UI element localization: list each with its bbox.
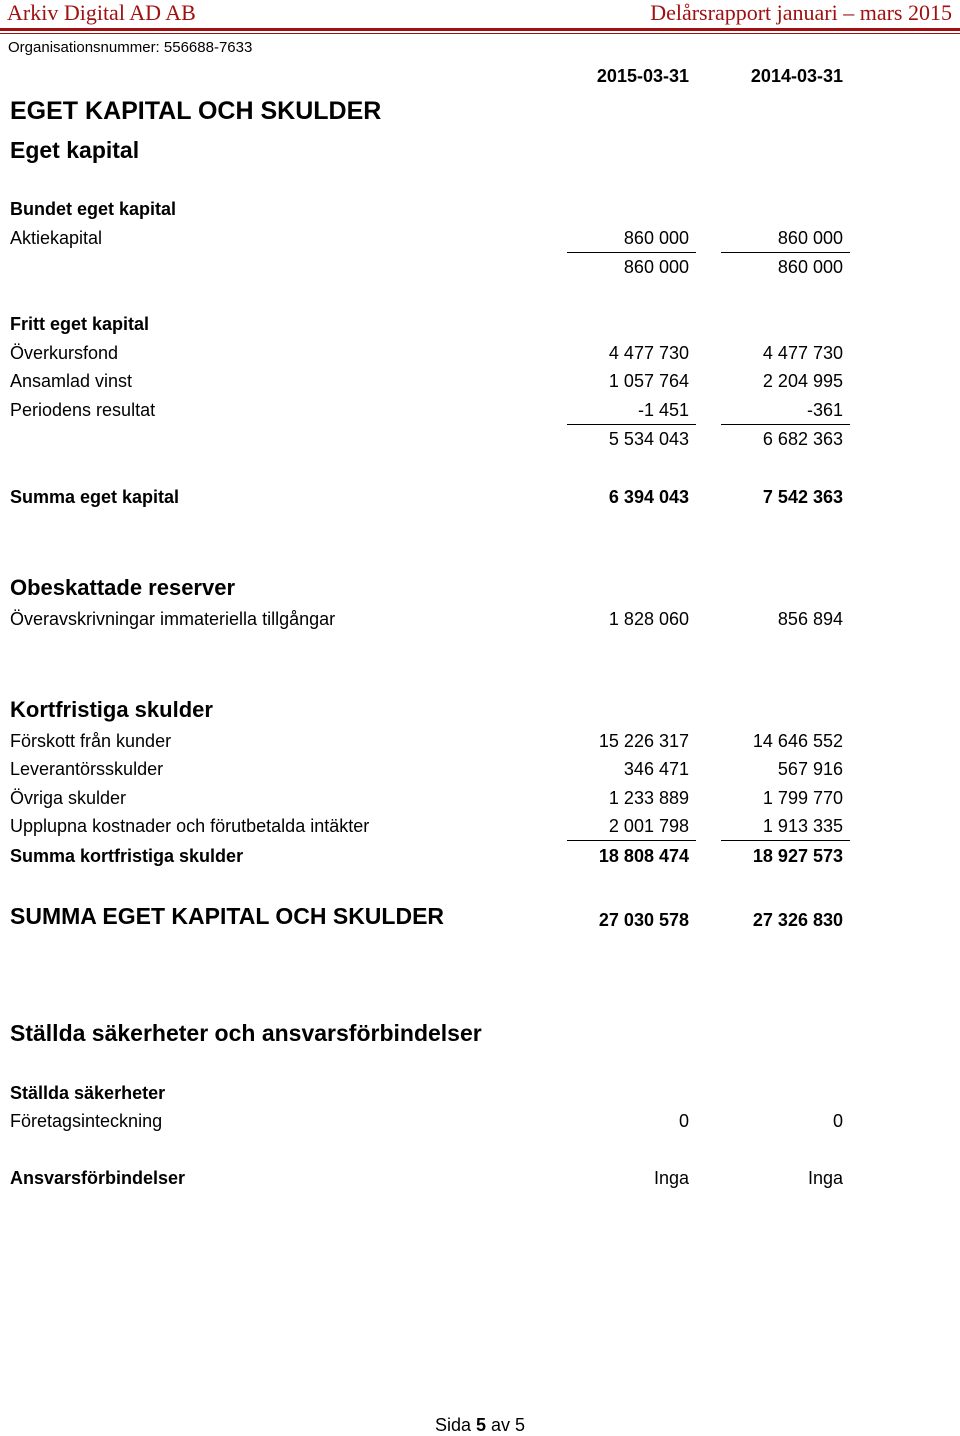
accounts-payable-previous: 567 916: [777, 759, 843, 779]
accrued-expenses-label: Upplupna kostnader och förutbetalda intäkter: [10, 816, 370, 836]
retained-earnings-previous: 2 204 995: [762, 371, 843, 391]
page-total: 5: [515, 1415, 526, 1435]
restricted-subtotal-current: 860 000: [623, 257, 689, 277]
unrestricted-subtotal-current: 5 534 043: [608, 429, 689, 449]
pledged-assets-heading: Ställda säkerheter: [10, 1083, 166, 1103]
column-header-previous: 2014-03-31: [750, 66, 843, 86]
customer-advances-previous: 14 646 552: [752, 731, 843, 751]
share-capital-current: 860 000: [623, 228, 689, 248]
accumulated-depreciation-previous: 856 894: [777, 609, 843, 629]
page-prefix: Sida: [434, 1415, 476, 1435]
customer-advances-current: 15 226 317: [598, 731, 689, 751]
retained-earnings-label: Ansamlad vinst: [10, 371, 133, 391]
customer-advances-label: Förskott från kunder: [10, 731, 172, 751]
equity-heading: Eget kapital: [10, 137, 140, 163]
share-capital-label: Aktiekapital: [10, 228, 103, 248]
report-title: Delårsrapport januari – mars 2015: [650, 0, 952, 25]
accounts-payable-label: Leverantörsskulder: [10, 759, 164, 779]
page-current: 5: [475, 1415, 486, 1435]
underline: [721, 252, 850, 253]
contingent-liabilities-label: Ansvarsförbindelser: [10, 1168, 186, 1188]
share-premium-previous: 4 477 730: [762, 343, 843, 363]
floating-charge-label: Företagsinteckning: [10, 1111, 163, 1131]
total-short-term-current: 18 808 474: [598, 846, 689, 866]
contingent-liabilities-current: Inga: [653, 1168, 689, 1188]
page-middle: av: [486, 1415, 516, 1435]
column-header-current: 2015-03-31: [596, 66, 689, 86]
total-equity-current: 6 394 043: [608, 487, 689, 507]
underline: [567, 424, 696, 425]
company-name: Arkiv Digital AD AB: [7, 0, 196, 25]
retained-earnings-current: 1 057 764: [608, 371, 689, 391]
pledged-heading: Ställda säkerheter och ansvarsförbindelser: [10, 1020, 482, 1046]
page-number: [0, 1415, 960, 1436]
total-equity-previous: 7 542 363: [762, 487, 843, 507]
grand-total-previous: 27 326 830: [752, 910, 843, 930]
underline: [567, 252, 696, 253]
other-liabilities-label: Övriga skulder: [10, 788, 127, 808]
org-number: Organisationsnummer: 556688-7633: [8, 39, 253, 56]
other-liabilities-previous: 1 799 770: [762, 788, 843, 808]
accumulated-depreciation-label: Överavskrivningar immateriella tillgångar: [10, 609, 336, 629]
share-capital-previous: 860 000: [777, 228, 843, 248]
short-term-liabilities-heading: Kortfristiga skulder: [10, 697, 213, 722]
unrestricted-subtotal-previous: 6 682 363: [762, 429, 843, 449]
accrued-expenses-current: 2 001 798: [608, 816, 689, 836]
other-liabilities-current: 1 233 889: [608, 788, 689, 808]
restricted-equity-heading: Bundet eget kapital: [10, 199, 177, 219]
period-result-previous: -361: [806, 400, 843, 420]
share-premium-current: 4 477 730: [608, 343, 689, 363]
contingent-liabilities-previous: Inga: [807, 1168, 843, 1188]
header-rule-thin: [0, 33, 960, 34]
untaxed-reserves-heading: Obeskattade reserver: [10, 575, 236, 600]
accumulated-depreciation-current: 1 828 060: [608, 609, 689, 629]
total-equity-label: Summa eget kapital: [10, 487, 180, 507]
accounts-payable-current: 346 471: [623, 759, 689, 779]
total-short-term-previous: 18 927 573: [752, 846, 843, 866]
period-result-label: Periodens resultat: [10, 400, 156, 420]
page-title: EGET KAPITAL OCH SKULDER: [10, 97, 382, 125]
share-premium-label: Överkursfond: [10, 343, 119, 363]
accrued-expenses-previous: 1 913 335: [762, 816, 843, 836]
grand-total-current: 27 030 578: [598, 910, 689, 930]
period-result-current: -1 451: [637, 400, 689, 420]
underline: [721, 840, 850, 841]
total-short-term-label: Summa kortfristiga skulder: [10, 846, 244, 866]
unrestricted-equity-heading: Fritt eget kapital: [10, 314, 150, 334]
underline: [721, 424, 850, 425]
floating-charge-current: 0: [678, 1111, 689, 1131]
grand-total-label: SUMMA EGET KAPITAL OCH SKULDER: [10, 903, 445, 929]
restricted-subtotal-previous: 860 000: [777, 257, 843, 277]
header-rule: [0, 28, 960, 31]
underline: [567, 840, 696, 841]
floating-charge-previous: 0: [832, 1111, 843, 1131]
